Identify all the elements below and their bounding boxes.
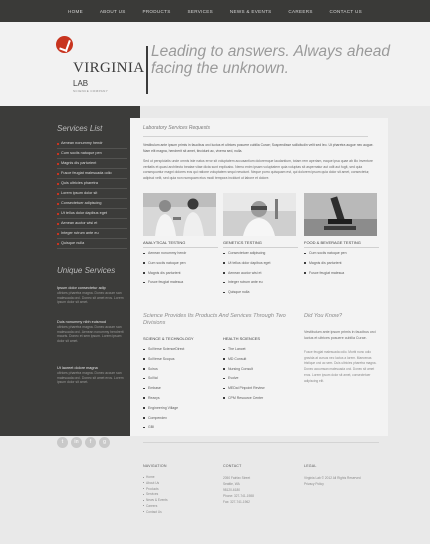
sidebar-tab [0,106,140,118]
list-item[interactable]: CPM Resource Center [223,396,299,406]
list-item[interactable]: SciVal [143,376,219,386]
food-testing-photo[interactable] [304,193,377,236]
science-technology-list [143,347,219,435]
list-item[interactable]: Fusce feugiat malesua [304,271,380,281]
nav-services[interactable]: SERVICES [187,8,214,14]
list-item[interactable]: MEDai Pinpoint Review [223,386,299,396]
list-item[interactable]: Cum sociis natoque pen [143,261,219,271]
unique-services-heading: Unique Services [57,266,116,275]
unique-service-item [57,286,129,305]
list-item[interactable]: SciVerse Scopus [143,357,219,367]
nav-news-events[interactable]: NEWS & EVENTS [229,8,272,14]
services-list [57,139,127,249]
logo[interactable] [56,34,145,94]
footer-legal-info [304,475,374,487]
services-list-item[interactable]: Quis ultricies pharetra [57,179,127,189]
unique-service-title[interactable]: Duis nonummy nibh euismod [57,320,106,324]
top-navigation [0,0,430,22]
list-item[interactable]: Scirus [143,367,219,377]
twitter-icon[interactable]: t [57,437,68,448]
services-list-item[interactable]: Aenean auctor wisi et [57,219,127,229]
food-testing-list [304,251,380,280]
logo-title: VIRGINIA [73,60,145,76]
nav-contact-us[interactable]: CONTACT US [329,8,362,14]
list-item[interactable]: Cum sociis natoque pen [304,251,380,261]
contact-city: Seattle, WA [223,482,240,486]
health-sciences-list [223,347,299,406]
analytical-testing-heading: ANALYTICAL TESTING [143,240,218,248]
list-item[interactable]: Magnis dis parturient [304,261,380,271]
footer-divider [143,442,379,443]
list-item[interactable]: MD Consult [223,357,299,367]
privacy-policy-link[interactable]: Privacy Policy [304,482,324,486]
unique-service-title[interactable]: Ipsum dolor consectetur adip [57,286,106,290]
list-item[interactable]: GBI [143,425,219,435]
services-list-item[interactable]: Integer rutrum ante eu [57,229,127,239]
list-item[interactable]: Reaxys [143,396,219,406]
analytical-testing-list [143,251,219,290]
list-item[interactable]: Integer rutrum ante eu [223,280,299,290]
requests-intro: Vestibulum ante ipsum primis in faucibus orci luctus et ultrices posuere cubilia Curae; Suspendisse sollicitudin velit sed leo. Ut pharetra augue nec augue. Nam elit magna, hendrerit sit amet, tincidunt ac, viverra sed, nulla. [143,143,374,153]
header-slogan: Leading to answers. Always ahead facing the unknown. [151,43,390,77]
footer-nav-link[interactable]: Services [143,492,168,498]
services-list-item[interactable]: Lorem ipsum dolor sit [57,189,127,199]
microscope-image [304,193,377,236]
nav-careers[interactable]: CAREERS [288,8,313,14]
analytical-testing-photo[interactable] [143,193,216,236]
food-testing-heading: FOOD & BEVERAGE TESTING [304,240,379,248]
services-list-item[interactable]: Cum sociis natoque pen [57,149,127,159]
genetics-testing-heading: GENETICS TESTING [223,240,298,248]
footer-nav-link[interactable]: Home [143,475,168,481]
logo-check-icon [56,36,73,53]
unique-service-desc: ultrices pharetra magna. Donec accum san malesuada orci. Donec sit amet eros. Lorem ipsum dolor sit amet. [57,371,124,385]
requests-heading: Laboratory Services Requests [143,125,210,131]
services-list-item[interactable]: Magnis dis parturient [57,159,127,169]
list-item[interactable]: SciVerse ScienceDirect [143,347,219,357]
list-item[interactable]: Embase [143,386,219,396]
tagline-divider [146,46,148,94]
services-list-item[interactable]: Fusce feugiat malesuada odio [57,169,127,179]
footer-nav-link[interactable]: News & Events [143,498,168,504]
divisions-heading: Science Provides Its Products And Services Through Two Divisions [143,313,286,326]
logo-subtitle: LAB [73,79,89,88]
did-you-know-body: Fusce feugiat malesuada odio. Morbi nunc odio gravida at cursus nec luctus a lorem. Maecenas tristique orci ac sem. Duis ultricies pharetra magna. Donec accumsan malesuada orci. Donec sit amet eros. Lorem ipsum dolor sit amet, consectetuer adipiscing elit. [304,350,377,383]
unique-service-item [57,366,129,385]
contact-fax: Fax: 327-741-1962 [223,500,250,504]
copyright-text: Virginia Lab © 2012 All Rights Reserved [304,476,361,480]
list-item[interactable]: Magnis dis parturient [143,271,219,281]
list-item[interactable]: Aenean nonummy hendr [143,251,219,261]
footer-legal-heading: LEGAL [304,464,317,468]
requests-divider [143,136,368,137]
contact-address: 2050 Fairfax Street [223,476,251,480]
genetics-testing-list [223,251,299,300]
list-item[interactable]: Ut tellus dolor dapibus eget [223,261,299,271]
list-item[interactable]: Evolve [223,376,299,386]
list-item[interactable]: Quisque nulla [223,290,299,300]
health-sciences-heading: HEALTH SCIENCES [223,336,261,341]
services-list-item[interactable]: Quisque nulla [57,239,127,249]
science-technology-heading: SCIENCE & TECHNOLOGY [143,336,194,341]
services-list-item[interactable]: Aenean nonummy hendr [57,139,127,149]
logo-tagline: SCIENCE COMPANY [73,89,109,93]
nav-about-us[interactable]: ABOUT US [99,8,126,14]
list-item[interactable]: Consectetuer adipiscing [223,251,299,261]
footer-contact-info [223,475,293,505]
nav-home[interactable]: HOME [68,8,83,14]
list-item[interactable]: Engineering Village [143,406,219,416]
googleplus-icon[interactable]: g [99,437,110,448]
footer-nav-link[interactable]: Careers [143,504,168,510]
lab-scientists-image [143,193,216,236]
footer-navigation-list [143,475,168,516]
footer-nav-link[interactable]: Products [143,487,168,493]
requests-body: Sed ut perspiciatis unde omnis iste natus error sit voluptatem accusantium doloremque laudantium, totam rem aperiam, eaque ipsa quae ab illo inventore veritatis et quasi architecto beatae vitae dicta sunt explicabo. Nemo enim ipsam voluptatem quia voluptas sit aspernatur aut odit aut fugit, sed quia consequuntur magni dolores eos qui ratione voluptatem sequi nesciunt. Neque porro quisquam est, qui dolorem ipsum quia dolor sit amet, consectetur, adipisci velit, sed quia non numquam eius modi tempora incidunt ut labore et dolore. [143,159,373,181]
list-item[interactable]: Aenean auctor wisi et [223,271,299,281]
footer-contact-heading: CONTACT [223,464,242,468]
list-item[interactable]: Nursing Consult [223,367,299,377]
unique-service-desc: ultrices pharetra magna. Donec accum san malesuada orci. Aenean nonummy hendrerit mauris. Donec et sem ipsum. Lorem ipsum dolor sit amet. [57,325,124,344]
services-list-item[interactable]: Consectetuer adipiscing [57,199,127,209]
contact-phone: Phone: 327-741-1988 [223,494,254,498]
services-list-heading: Services List [57,124,103,133]
services-list-item[interactable]: Ut tellus dolor dapibus eget [57,209,127,219]
linkedin-icon[interactable]: in [71,437,82,448]
unique-service-item [57,320,129,344]
list-item[interactable]: The Lancet [223,347,299,357]
did-you-know-heading: Did You Know? [304,313,343,319]
contact-zip: 98120-6180 [223,488,241,492]
footer-nav-link[interactable]: Contact Us [143,510,168,516]
nav-products[interactable]: PRODUCTS [142,8,171,14]
list-item[interactable]: Compendex [143,416,219,426]
scientist-test-tube-image [223,193,296,236]
unique-service-desc: ultrices pharetra magna. Donec accum san malesuada orci. Donec sit amet eros. Lorem ipsum dolor sit amet. [57,291,124,305]
genetics-testing-photo[interactable] [223,193,296,236]
footer-navigation-heading: NAVIGATION [143,464,167,468]
list-item[interactable]: Fusce feugiat malesua [143,280,219,290]
unique-service-title[interactable]: Ut laoreet dolore magna [57,366,98,370]
header [0,22,430,106]
did-you-know-intro: Vestibulum ante ipsum primis in faucibus orci luctus et ultrices posuere cubilia Curae. [304,330,376,340]
facebook-icon[interactable]: f [85,437,96,448]
footer-nav-link[interactable]: About Us [143,481,168,487]
